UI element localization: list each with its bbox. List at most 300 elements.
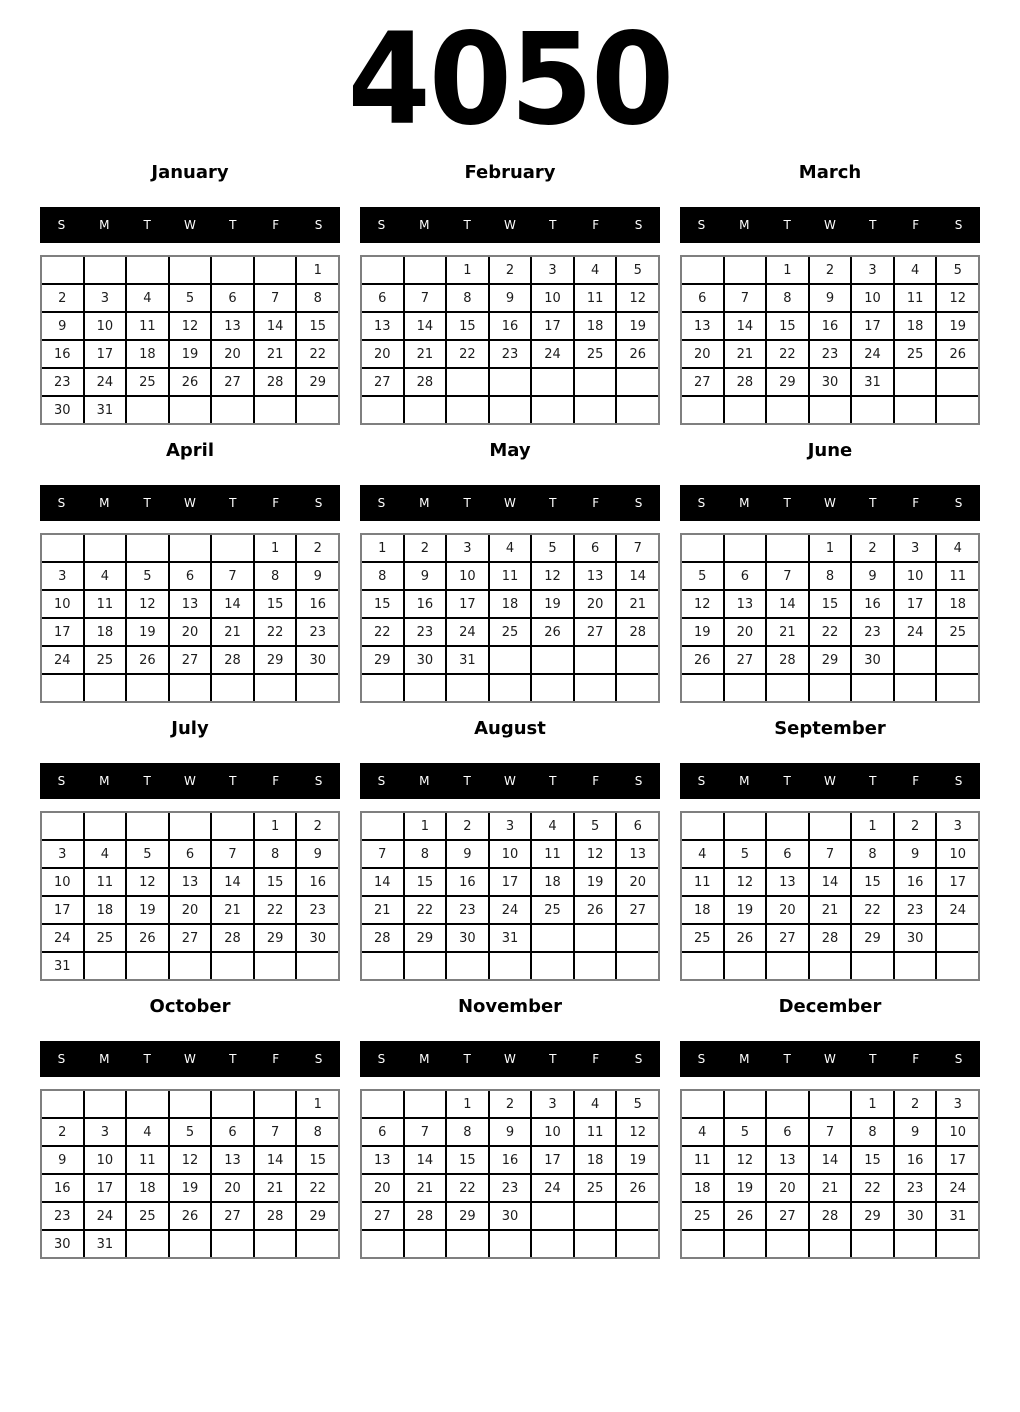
day-cell: 15 (255, 591, 296, 617)
day-cell: 16 (490, 1147, 531, 1173)
day-cell: 7 (767, 563, 808, 589)
day-cell: 9 (42, 1147, 83, 1173)
day-cell: 17 (532, 1147, 573, 1173)
weekday-label: S (697, 1052, 706, 1066)
day-cell: 20 (212, 341, 253, 367)
empty-day-cell (297, 675, 338, 701)
month-title: June (807, 440, 853, 461)
day-cell: 27 (575, 619, 616, 645)
day-cell: 25 (85, 925, 126, 951)
day-cell: 26 (725, 925, 766, 951)
day-cell: 4 (127, 1119, 168, 1145)
month-day-grid (360, 811, 660, 981)
weekday-label: M (99, 774, 110, 788)
empty-day-cell (85, 813, 126, 839)
day-cell: 20 (617, 869, 658, 895)
day-cell: 30 (895, 925, 936, 951)
day-cell: 9 (490, 1119, 531, 1145)
empty-day-cell (127, 397, 168, 423)
day-cell: 5 (725, 841, 766, 867)
weekday-label: M (99, 1052, 110, 1066)
empty-day-cell (532, 369, 573, 395)
weekday-label: M (739, 1052, 750, 1066)
day-cell: 2 (42, 1119, 83, 1145)
day-cell: 19 (575, 869, 616, 895)
day-cell: 26 (682, 647, 723, 673)
empty-day-cell (810, 397, 851, 423)
day-cell: 22 (810, 619, 851, 645)
day-cell: 19 (617, 313, 658, 339)
day-cell: 26 (575, 897, 616, 923)
day-cell: 22 (362, 619, 403, 645)
day-cell: 8 (362, 563, 403, 589)
day-cell: 11 (532, 841, 573, 867)
empty-day-cell (810, 813, 851, 839)
empty-day-cell (532, 647, 573, 673)
month-day-grid (360, 1089, 660, 1259)
day-cell: 7 (255, 285, 296, 311)
empty-day-cell (767, 675, 808, 701)
empty-day-cell (767, 813, 808, 839)
day-cell: 10 (42, 869, 83, 895)
day-cell: 22 (297, 341, 338, 367)
month-section-december (680, 996, 980, 1259)
day-cell: 2 (895, 813, 936, 839)
empty-day-cell (127, 813, 168, 839)
day-cell: 1 (362, 535, 403, 561)
weekday-header-row (40, 485, 340, 521)
empty-day-cell (490, 675, 531, 701)
weekday-header-row (40, 207, 340, 243)
day-cell: 28 (255, 1203, 296, 1229)
month-title: November (457, 996, 563, 1017)
weekday-label: S (954, 1052, 963, 1066)
year-title: 4050 (347, 5, 673, 153)
day-cell: 1 (852, 1091, 893, 1117)
empty-day-cell (255, 257, 296, 283)
day-cell: 22 (852, 1175, 893, 1201)
day-cell: 2 (810, 257, 851, 283)
weekday-label: W (824, 1052, 836, 1066)
day-cell: 15 (447, 1147, 488, 1173)
day-cell: 29 (297, 369, 338, 395)
weekday-label: T (783, 218, 791, 232)
empty-day-cell (362, 1091, 403, 1117)
empty-day-cell (490, 647, 531, 673)
empty-day-cell (212, 535, 253, 561)
day-cell: 23 (810, 341, 851, 367)
day-cell: 3 (532, 1091, 573, 1117)
day-cell: 8 (810, 563, 851, 589)
day-cell: 26 (170, 369, 211, 395)
day-cell: 11 (682, 1147, 723, 1173)
empty-day-cell (532, 953, 573, 979)
day-cell: 20 (362, 341, 403, 367)
day-cell: 12 (617, 1119, 658, 1145)
weekday-header-row (360, 763, 660, 799)
empty-day-cell (767, 1091, 808, 1117)
day-cell: 14 (810, 869, 851, 895)
month-day-grid (360, 255, 660, 425)
weekday-label: T (869, 496, 877, 510)
day-cell: 18 (85, 619, 126, 645)
day-cell: 3 (42, 841, 83, 867)
day-cell: 17 (42, 897, 83, 923)
empty-day-cell (212, 953, 253, 979)
day-cell: 30 (297, 925, 338, 951)
day-cell: 19 (532, 591, 573, 617)
weekday-label: M (99, 496, 110, 510)
empty-day-cell (682, 257, 723, 283)
empty-day-cell (617, 1231, 658, 1257)
day-cell: 30 (297, 647, 338, 673)
day-cell: 21 (212, 619, 253, 645)
empty-day-cell (767, 1231, 808, 1257)
weekday-label: W (504, 218, 516, 232)
weekday-label: W (184, 218, 196, 232)
day-cell: 18 (682, 897, 723, 923)
day-cell: 23 (490, 1175, 531, 1201)
weekday-label: M (739, 774, 750, 788)
day-cell: 5 (532, 535, 573, 561)
day-cell: 5 (617, 1091, 658, 1117)
empty-day-cell (617, 397, 658, 423)
empty-day-cell (937, 675, 978, 701)
weekday-header-row (680, 1041, 980, 1077)
day-cell: 25 (127, 1203, 168, 1229)
day-cell: 25 (532, 897, 573, 923)
weekday-label: M (419, 496, 430, 510)
day-cell: 4 (85, 841, 126, 867)
day-cell: 12 (532, 563, 573, 589)
day-cell: 14 (405, 313, 446, 339)
empty-day-cell (170, 953, 211, 979)
day-cell: 5 (127, 841, 168, 867)
day-cell: 23 (297, 619, 338, 645)
day-cell: 16 (297, 591, 338, 617)
weekday-label: F (592, 774, 600, 788)
day-cell: 14 (767, 591, 808, 617)
day-cell: 31 (85, 397, 126, 423)
day-cell: 18 (532, 869, 573, 895)
weekday-header-row (40, 1041, 340, 1077)
day-cell: 4 (490, 535, 531, 561)
empty-day-cell (617, 953, 658, 979)
empty-day-cell (42, 813, 83, 839)
day-cell: 10 (42, 591, 83, 617)
day-cell: 18 (490, 591, 531, 617)
empty-day-cell (617, 369, 658, 395)
empty-day-cell (362, 397, 403, 423)
day-cell: 20 (170, 897, 211, 923)
month-title: July (171, 718, 209, 739)
day-cell: 2 (447, 813, 488, 839)
day-cell: 10 (490, 841, 531, 867)
month-day-grid (40, 533, 340, 703)
empty-day-cell (85, 953, 126, 979)
month-section-january (40, 162, 340, 425)
day-cell: 15 (852, 1147, 893, 1173)
day-cell: 7 (810, 841, 851, 867)
weekday-label: S (377, 218, 386, 232)
day-cell: 5 (937, 257, 978, 283)
month-title: December (778, 996, 882, 1017)
day-cell: 23 (490, 341, 531, 367)
day-cell: 15 (447, 313, 488, 339)
month-day-grid (680, 255, 980, 425)
day-cell: 4 (937, 535, 978, 561)
day-cell: 23 (405, 619, 446, 645)
empty-day-cell (490, 397, 531, 423)
month-day-grid (360, 533, 660, 703)
empty-day-cell (937, 369, 978, 395)
day-cell: 23 (895, 897, 936, 923)
month-day-grid (680, 811, 980, 981)
day-cell: 25 (490, 619, 531, 645)
day-cell: 4 (532, 813, 573, 839)
day-cell: 22 (767, 341, 808, 367)
month-section-july (40, 718, 340, 981)
day-cell: 12 (725, 869, 766, 895)
day-cell: 30 (490, 1203, 531, 1229)
day-cell: 26 (532, 619, 573, 645)
weekday-label: T (869, 774, 877, 788)
empty-day-cell (682, 1091, 723, 1117)
day-cell: 17 (85, 341, 126, 367)
weekday-label: W (824, 774, 836, 788)
day-cell: 10 (85, 1147, 126, 1173)
day-cell: 2 (895, 1091, 936, 1117)
day-cell: 26 (725, 1203, 766, 1229)
day-cell: 19 (170, 1175, 211, 1201)
day-cell: 23 (42, 1203, 83, 1229)
day-cell: 22 (405, 897, 446, 923)
empty-day-cell (725, 535, 766, 561)
day-cell: 7 (405, 1119, 446, 1145)
day-cell: 5 (617, 257, 658, 283)
day-cell: 13 (212, 313, 253, 339)
day-cell: 22 (255, 897, 296, 923)
day-cell: 24 (490, 897, 531, 923)
weekday-label: S (954, 496, 963, 510)
day-cell: 27 (170, 647, 211, 673)
month-title: March (798, 162, 862, 183)
day-cell: 30 (810, 369, 851, 395)
day-cell: 16 (810, 313, 851, 339)
empty-day-cell (810, 953, 851, 979)
day-cell: 3 (85, 285, 126, 311)
weekday-label: T (549, 496, 557, 510)
empty-day-cell (532, 397, 573, 423)
day-cell: 18 (682, 1175, 723, 1201)
empty-day-cell (85, 257, 126, 283)
day-cell: 22 (852, 897, 893, 923)
empty-day-cell (405, 397, 446, 423)
day-cell: 28 (405, 1203, 446, 1229)
day-cell: 25 (127, 369, 168, 395)
weekday-label: F (912, 1052, 920, 1066)
day-cell: 6 (725, 563, 766, 589)
day-cell: 3 (490, 813, 531, 839)
day-cell: 2 (490, 257, 531, 283)
empty-day-cell (362, 675, 403, 701)
day-cell: 15 (810, 591, 851, 617)
day-cell: 15 (362, 591, 403, 617)
weekday-label: T (229, 774, 237, 788)
weekday-label: S (634, 496, 643, 510)
day-cell: 16 (297, 869, 338, 895)
weekday-label: W (184, 496, 196, 510)
empty-day-cell (810, 1091, 851, 1117)
day-cell: 25 (682, 1203, 723, 1229)
day-cell: 5 (127, 563, 168, 589)
weekday-label: M (739, 496, 750, 510)
empty-day-cell (362, 953, 403, 979)
empty-day-cell (127, 1231, 168, 1257)
day-cell: 18 (127, 341, 168, 367)
day-cell: 6 (682, 285, 723, 311)
day-cell: 28 (810, 1203, 851, 1229)
day-cell: 29 (255, 647, 296, 673)
day-cell: 8 (447, 1119, 488, 1145)
weekday-label: S (377, 496, 386, 510)
day-cell: 23 (297, 897, 338, 923)
empty-day-cell (212, 1091, 253, 1117)
day-cell: 26 (617, 341, 658, 367)
day-cell: 20 (682, 341, 723, 367)
day-cell: 8 (297, 285, 338, 311)
empty-day-cell (170, 1091, 211, 1117)
day-cell: 23 (42, 369, 83, 395)
day-cell: 8 (767, 285, 808, 311)
weekday-label: S (634, 1052, 643, 1066)
empty-day-cell (255, 953, 296, 979)
day-cell: 27 (212, 1203, 253, 1229)
weekday-label: S (57, 1052, 66, 1066)
weekday-label: S (634, 774, 643, 788)
weekday-label: T (549, 1052, 557, 1066)
day-cell: 14 (212, 869, 253, 895)
day-cell: 1 (810, 535, 851, 561)
day-cell: 19 (682, 619, 723, 645)
weekday-label: S (377, 1052, 386, 1066)
day-cell: 21 (810, 897, 851, 923)
empty-day-cell (170, 535, 211, 561)
day-cell: 14 (405, 1147, 446, 1173)
empty-day-cell (852, 1231, 893, 1257)
empty-day-cell (852, 675, 893, 701)
weekday-label: T (463, 774, 471, 788)
empty-day-cell (212, 1231, 253, 1257)
weekday-label: T (229, 218, 237, 232)
empty-day-cell (212, 813, 253, 839)
day-cell: 6 (575, 535, 616, 561)
day-cell: 29 (362, 647, 403, 673)
weekday-label: F (272, 774, 280, 788)
weekday-label: T (229, 496, 237, 510)
day-cell: 13 (682, 313, 723, 339)
weekday-label: W (824, 496, 836, 510)
empty-day-cell (490, 369, 531, 395)
day-cell: 13 (617, 841, 658, 867)
day-cell: 12 (127, 591, 168, 617)
empty-day-cell (447, 953, 488, 979)
empty-day-cell (85, 535, 126, 561)
day-cell: 2 (42, 285, 83, 311)
empty-day-cell (682, 813, 723, 839)
empty-day-cell (682, 535, 723, 561)
day-cell: 29 (447, 1203, 488, 1229)
day-cell: 24 (42, 925, 83, 951)
day-cell: 26 (617, 1175, 658, 1201)
weekday-label: T (869, 218, 877, 232)
weekday-label: S (57, 496, 66, 510)
day-cell: 26 (937, 341, 978, 367)
day-cell: 2 (405, 535, 446, 561)
day-cell: 27 (170, 925, 211, 951)
weekday-label: T (783, 496, 791, 510)
empty-day-cell (852, 953, 893, 979)
day-cell: 6 (170, 563, 211, 589)
empty-day-cell (255, 1091, 296, 1117)
empty-day-cell (937, 647, 978, 673)
day-cell: 13 (170, 591, 211, 617)
day-cell: 17 (447, 591, 488, 617)
day-cell: 26 (170, 1203, 211, 1229)
day-cell: 10 (937, 1119, 978, 1145)
day-cell: 13 (767, 869, 808, 895)
day-cell: 17 (85, 1175, 126, 1201)
day-cell: 3 (937, 1091, 978, 1117)
day-cell: 21 (362, 897, 403, 923)
empty-day-cell (255, 397, 296, 423)
empty-day-cell (170, 257, 211, 283)
empty-day-cell (212, 397, 253, 423)
day-cell: 28 (405, 369, 446, 395)
empty-day-cell (767, 397, 808, 423)
weekday-label: T (143, 774, 151, 788)
day-cell: 7 (405, 285, 446, 311)
day-cell: 24 (85, 1203, 126, 1229)
day-cell: 15 (255, 869, 296, 895)
day-cell: 1 (297, 1091, 338, 1117)
day-cell: 12 (127, 869, 168, 895)
day-cell: 8 (852, 1119, 893, 1145)
month-day-grid (680, 1089, 980, 1259)
day-cell: 6 (617, 813, 658, 839)
empty-day-cell (212, 675, 253, 701)
empty-day-cell (575, 925, 616, 951)
day-cell: 22 (447, 1175, 488, 1201)
weekday-label: S (697, 218, 706, 232)
day-cell: 14 (362, 869, 403, 895)
empty-day-cell (42, 1091, 83, 1117)
day-cell: 23 (852, 619, 893, 645)
day-cell: 21 (617, 591, 658, 617)
day-cell: 27 (725, 647, 766, 673)
day-cell: 20 (170, 619, 211, 645)
day-cell: 19 (617, 1147, 658, 1173)
empty-day-cell (490, 1231, 531, 1257)
day-cell: 25 (895, 341, 936, 367)
day-cell: 17 (937, 869, 978, 895)
day-cell: 6 (362, 285, 403, 311)
day-cell: 24 (895, 619, 936, 645)
weekday-label: M (419, 218, 430, 232)
day-cell: 15 (297, 1147, 338, 1173)
day-cell: 7 (617, 535, 658, 561)
weekday-label: S (314, 496, 323, 510)
